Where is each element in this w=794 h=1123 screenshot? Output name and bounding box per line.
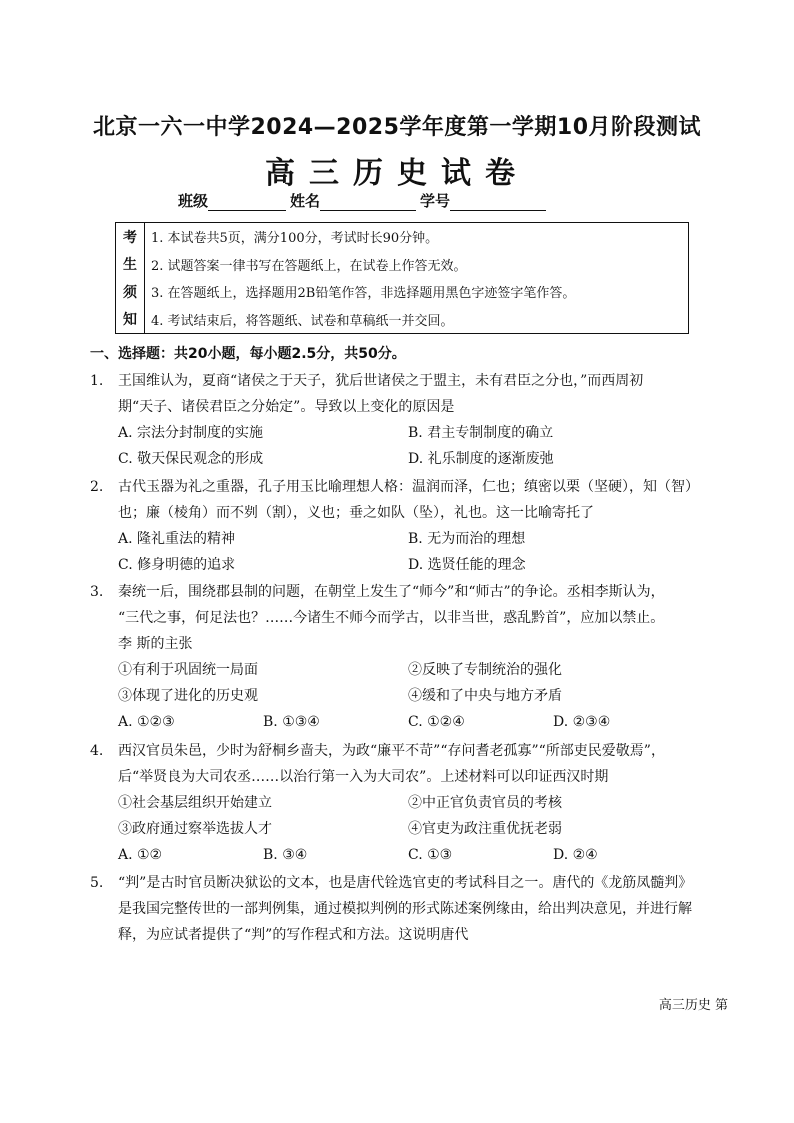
id-label: 学号 xyxy=(420,192,451,210)
option-c[interactable]: C. 修身明德的追求 xyxy=(118,557,236,573)
stem-line: “判”是古时官员断决狱讼的文本，也是唐代铨选官吏的考试科目之一。唐代的《龙筋凤髓判》 xyxy=(118,875,693,891)
option-a[interactable]: A. 宗法分封制度的实施 xyxy=(118,425,264,441)
statement-row xyxy=(118,683,730,709)
statement-1: ①有利于巩固统一局面 xyxy=(118,662,258,678)
option-row xyxy=(118,552,730,578)
stem-line: 西汉官员朱邑，少时为舒桐乡啬夫，为政“廉平不苛”“存问耆老孤寡”“所部吏民爱敬焉”， xyxy=(118,743,665,759)
option-d[interactable]: D. 选贤任能的理念 xyxy=(408,557,526,573)
paper-title: 高三历史试卷 xyxy=(265,156,529,191)
option-a[interactable]: A. 隆礼重法的精神 xyxy=(118,531,236,547)
question-number: 2. xyxy=(90,479,104,495)
stem-line: 李 斯的主张 xyxy=(118,636,193,652)
statement-2: ②中正官负责官员的考核 xyxy=(408,795,562,811)
name-blank[interactable] xyxy=(320,194,416,211)
statement-3: ③政府通过察举选拔人才 xyxy=(118,821,272,837)
option-row xyxy=(118,446,730,472)
choice-a[interactable]: A. ①② xyxy=(118,847,163,863)
question-number: 5. xyxy=(90,875,104,891)
notice-item: 4. 考试结束后，将答题纸、试卷和草稿纸一并交回。 xyxy=(151,313,454,329)
statement-row xyxy=(118,790,730,816)
class-label: 班级 xyxy=(178,192,209,210)
stem-line: 后“举贤良为大司农丞……以治行第一入为大司农”。上述材料可以印证西汉时期 xyxy=(118,769,609,785)
page-footer: 高三历史 第 xyxy=(658,998,728,1013)
stem-line: 古代玉器为礼之重器，孔子用玉比喻理想人格：温润而泽，仁也；缜密以栗（坚硬），知（智） xyxy=(118,479,699,495)
question-2 xyxy=(90,474,730,578)
notice-item: 2. 试题答案一律书写在答题纸上，在试卷上作答无效。 xyxy=(151,258,467,274)
notice-label-char: 须 xyxy=(123,284,137,301)
class-blank[interactable] xyxy=(208,194,286,211)
notice-label xyxy=(116,223,145,333)
question-number: 3. xyxy=(90,584,104,600)
option-c[interactable]: C. 敬天保民观念的形成 xyxy=(118,451,264,467)
stem-line: 是我国完整传世的一部判例集，通过模拟判例的形式陈述案例缘由，给出判决意见，并进行解 xyxy=(118,901,692,917)
question-number: 4. xyxy=(90,743,104,759)
question-number: 1. xyxy=(90,373,104,389)
question-stem xyxy=(118,870,730,948)
option-b[interactable]: B. 无为而治的理想 xyxy=(408,531,526,547)
statement-3: ③体现了进化的历史观 xyxy=(118,688,258,704)
stem-line: 王国维认为，夏商“诸侯之于天子，犹后世诸侯之于盟主，未有君臣之分也，”而西周初 xyxy=(118,373,644,389)
question-stem xyxy=(118,738,730,790)
notice-items xyxy=(145,223,688,333)
stem-line: 期“天子、诸侯君臣之分始定”。导致以上变化的原因是 xyxy=(118,399,455,415)
notice-label-char: 知 xyxy=(123,312,137,329)
stem-line: 释，为应试者提供了“判”的写作程式和方法。这说明唐代 xyxy=(118,927,469,943)
notice-item: 3. 在答题纸上，选择题用2B铅笔作答，非选择题用黑色字迹签字笔作答。 xyxy=(151,286,576,302)
question-4 xyxy=(90,738,730,868)
question-stem xyxy=(118,474,730,526)
statement-1: ①社会基层组织开始建立 xyxy=(118,795,272,811)
choice-c[interactable]: C. ①②④ xyxy=(408,714,465,730)
notice-label-char: 考 xyxy=(123,229,137,246)
option-row xyxy=(118,420,730,446)
statement-row xyxy=(118,816,730,842)
choice-row xyxy=(118,842,730,868)
statement-row xyxy=(118,657,730,683)
id-blank[interactable] xyxy=(450,194,546,211)
exam-notice-box xyxy=(115,222,689,334)
question-1 xyxy=(90,368,730,472)
option-b[interactable]: B. 君主专制制度的确立 xyxy=(408,425,554,441)
choice-row xyxy=(118,709,730,735)
question-stem xyxy=(118,368,730,420)
notice-item: 1. 本试卷共5页，满分100分，考试时长90分钟。 xyxy=(151,231,439,247)
notice-label-char: 生 xyxy=(123,257,137,274)
statement-2: ②反映了专制统治的强化 xyxy=(408,662,562,678)
statement-4: ④官吏为政注重优抚老弱 xyxy=(408,821,562,837)
question-3 xyxy=(90,579,730,735)
choice-d[interactable]: D. ②④ xyxy=(553,847,598,863)
choice-a[interactable]: A. ①②③ xyxy=(118,714,175,730)
choice-c[interactable]: C. ①③ xyxy=(408,847,453,863)
stem-line: 也；廉（棱角）而不刿（割），义也；垂之如队（坠），礼也。这一比喻寄托了 xyxy=(118,505,594,521)
section-heading: 一、选择题：共20小题，每小题2.5分，共50分。 xyxy=(90,346,406,362)
choice-b[interactable]: B. ①③④ xyxy=(263,714,320,730)
choice-d[interactable]: D. ②③④ xyxy=(553,714,611,730)
student-info-line xyxy=(178,190,550,211)
choice-b[interactable]: B. ③④ xyxy=(263,847,308,863)
stem-line: 秦统一后，围绕郡县制的问题，在朝堂上发生了“师今”和“师古”的争论。丞相李斯认为， xyxy=(118,584,665,600)
stem-line: “三代之事，何足法也？……今诸生不师今而学古，以非当世，惑乱黔首”，应加以禁止。 xyxy=(118,610,665,626)
option-row xyxy=(118,526,730,552)
question-stem xyxy=(118,579,730,657)
statement-4: ④缓和了中央与地方矛盾 xyxy=(408,688,562,704)
option-d[interactable]: D. 礼乐制度的逐渐废弛 xyxy=(408,451,554,467)
school-title: 北京一六一中学2024—2025学年度第一学期10月阶段测试 xyxy=(92,115,702,140)
question-5 xyxy=(90,870,730,948)
name-label: 姓名 xyxy=(290,192,321,210)
